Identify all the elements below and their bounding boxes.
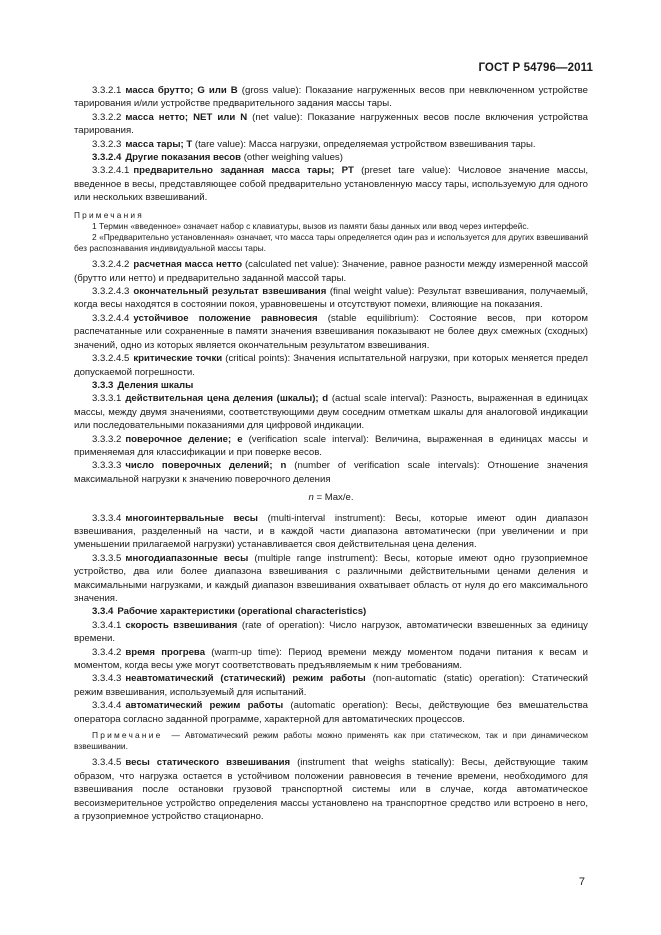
clause-3-3-3-5 <box>74 552 588 606</box>
clause-text: (gross value): Показание нагруженных весов при невключенном устройстве тарирования и/или устройстве предварительного задания массы тары. <box>74 85 589 110</box>
clause-number: 3.3.3.3 <box>92 460 122 472</box>
section-number: 3.3.3 <box>92 379 114 391</box>
clause-term: масса тары; T <box>125 138 193 150</box>
clause-text: (tare value): Масса нагрузки, определяемая устройством взвешивания тары. <box>192 138 536 150</box>
clause-term: окончательный результат взвешивания <box>133 286 327 298</box>
clause-term: критические точки <box>133 353 223 365</box>
clause-text: (actual scale interval): Разность, выраженная в единицах массы, между двумя значениями, соответствующими двум соседним отметкам шкалы для аналоговой индикации или последовательными показаниями для цифровой индикации. <box>74 393 588 432</box>
note-text: — Автоматический режим работы можно применять как при статическом, так и при динамическом взвешивании. <box>74 730 588 752</box>
clause-term: число поверочных делений; n <box>125 460 287 472</box>
clause-3-3-3-3 <box>74 459 588 486</box>
clause-3-3-2-2 <box>74 111 588 138</box>
clause-text: (non-automatic (static) operation): Статический режим взвешивания, используемый для испытаний. <box>74 673 588 698</box>
clause-3-3-4-4 <box>74 699 588 726</box>
clause-text: (rate of operation): Число нагрузок, автоматически взвешенных за единицу времени. <box>74 619 588 645</box>
clause-text: (automatic operation): Весы, действующие без вмешательства оператора согласно заданной программе, характерной для автоматических процессов. <box>74 700 588 725</box>
clause-3-3-2-4 <box>74 151 588 164</box>
clause-3-3-2-4-3 <box>74 285 588 312</box>
clause-3-3-2-4-4 <box>74 312 588 352</box>
clause-number: 3.3.2.1 <box>92 85 122 96</box>
clause-number: 3.3.4.3 <box>92 673 122 685</box>
clause-term: предварительно заданная масса тары; PT <box>133 165 354 177</box>
clause-number: 3.3.4.5 <box>92 757 122 769</box>
clause-number: 3.3.2.4.3 <box>92 286 130 298</box>
clause-text: (other weighing values) <box>241 152 343 164</box>
clause-term: масса брутто; G или B <box>125 85 238 96</box>
clause-term: масса нетто; NET или N <box>125 111 248 123</box>
clause-text: (stable equilibrium): Состояние весов, при котором распечатанные или сохраненные в памяти значения взвешивания показывают не более двух смежных (сходных) значений, одно из которых является окончательным результатом взвешивания. <box>74 312 588 351</box>
clause-text: (multi-interval instrument): Весы, которые имеют один диапазон взвешивания, разделенный на части, и в каждой части диапазона автоматически (при увеличении и при уменьшении прилагаемой нагрузки) устанавливается своя действительная цена деления. <box>74 512 589 551</box>
formula-rhs: = Max/e. <box>313 492 354 504</box>
clause-number: 3.3.2.4.2 <box>92 259 130 271</box>
clause-3-3-4-5 <box>74 756 588 823</box>
section-3-3-4 <box>74 605 588 618</box>
clause-3-3-3-1 <box>74 392 588 432</box>
clause-3-3-4-3 <box>74 672 588 699</box>
page-number: 7 <box>578 876 585 888</box>
clause-text: (preset tare value): Числовое значение массы, введенное в весы, представляющее собой предварительно установленную массу тары, используемую для одного или нескольких взвешиваний. <box>74 165 589 204</box>
clause-3-3-2-4-1 <box>74 164 588 204</box>
clause-text: (warm-up time): Период времени между моментом подачи питания к весам и моментом, когда весы уже могут соответствовать предъявляемым к ним требованиям. <box>74 646 588 672</box>
note-1: 1 Термин «введенное» означает набор с клавиатуры, вызов из памяти базы данных или ввод через интерфейс. <box>92 220 529 231</box>
section-number: 3.3.4 <box>92 606 114 618</box>
clause-number: 3.3.4.2 <box>92 646 122 658</box>
clause-number: 3.3.4.4 <box>92 700 122 712</box>
clause-term: расчетная масса нетто <box>133 259 243 271</box>
clause-text: (net value): Показание нагруженных весов после включения устройства тарирования. <box>74 111 588 137</box>
clause-text: (critical points): Значения испытательной нагрузки, при которых меняется предел допускаемой погрешности. <box>74 353 588 378</box>
clause-term: многодиапазонные весы <box>125 552 249 564</box>
clause-number: 3.3.2.4 <box>92 152 122 164</box>
clause-number: 3.3.3.4 <box>92 512 122 524</box>
clause-3-3-3-4 <box>74 512 588 552</box>
clause-number: 3.3.4.1 <box>92 619 122 631</box>
clause-term: время прогрева <box>125 646 206 658</box>
clause-term: неавтоматический (статический) режим работы <box>125 673 366 685</box>
clause-term: автоматический режим работы <box>125 700 284 712</box>
formula <box>74 491 588 504</box>
clause-number: 3.3.3.2 <box>92 433 122 445</box>
clause-3-3-2-3 <box>74 138 588 151</box>
clause-3-3-2-4-5 <box>74 352 588 379</box>
section-3-3-3 <box>74 379 588 392</box>
clause-text: (instrument that weighs statically): Весы, действующие таким образом, что нагрузка остается в устойчивом положении равновесия в течение времени, необходимого для взвешивания после остановки грузовой транспортной системы или в случае, когда автоматическое весоизмерительное устройство определения массы установлено на транспортное средство или встроено в него, а грузоприемное устройство стационарно. <box>74 757 588 823</box>
clause-term: поверочное деление; e <box>125 433 243 445</box>
clause-text: (verification scale interval): Величина, выраженная в единицах массы и применяемая для классификации и при поверке весов. <box>74 433 588 458</box>
section-title: Деления шкалы <box>117 379 194 391</box>
clause-3-3-4-2 <box>74 646 588 673</box>
note-automatic-operation <box>74 730 588 752</box>
clause-3-3-3-2 <box>74 433 588 460</box>
clause-term: Другие показания весов <box>125 152 242 164</box>
clause-number: 3.3.2.2 <box>92 111 122 123</box>
clause-number: 3.3.2.4.5 <box>92 353 130 365</box>
clause-text: (calculated net value): Значение, равное разности между измеренной массой (брутто или нетто) и предварительно заданной массой тары. <box>74 259 588 284</box>
section-title: Рабочие характеристики (operational characteristics) <box>117 606 367 618</box>
clause-text: (final weight value): Результат взвешивания, получаемый, когда весы находятся в состоянии покоя, уравновешены и отсутствуют помехи, влияющие на показания. <box>74 286 589 311</box>
note-2: 2 «Предварительно установленная» означает, что масса тары определяется один раз и используется для других взвешиваний без распознавания индивидуальной массы тары. <box>74 231 588 254</box>
clause-term: многоинтервальные весы <box>125 512 258 524</box>
clause-term: действительная цена деления (шкалы); d <box>125 393 329 405</box>
clause-number: 3.3.2.4.1 <box>92 165 130 177</box>
clause-3-3-2-1 <box>74 84 588 111</box>
clause-term: скорость взвешивания <box>125 619 238 631</box>
clause-number: 3.3.3.5 <box>92 552 122 564</box>
document-standard-number: ГОСТ Р 54796—2011 <box>478 62 593 74</box>
clause-number: 3.3.2.4.4 <box>92 312 130 324</box>
clause-term: весы статического взвешивания <box>125 757 291 769</box>
note-label: Примечание <box>92 730 163 741</box>
formula-lhs: n <box>308 492 314 504</box>
clause-text: (multiple range instrument): Весы, которые имеют одно грузоприемное устройство, два или более диапазона взвешивания с различными действительными ценами деления и максимальными нагрузками, и каждый диапазон взвешивания охватывает область от нуля до его максимального значения. <box>74 552 588 605</box>
clause-3-3-2-4-2 <box>74 258 588 285</box>
notes-heading: Примечания <box>74 209 144 220</box>
clause-3-3-4-1 <box>74 619 588 646</box>
clause-term: устойчивое положение равновесия <box>133 312 318 324</box>
clause-number: 3.3.2.3 <box>92 138 122 150</box>
clause-number: 3.3.3.1 <box>92 393 122 405</box>
document-body <box>74 84 588 824</box>
clause-text: (number of verification scale intervals): Отношение значения максимальной нагрузки к значению поверочного деления <box>74 460 588 485</box>
